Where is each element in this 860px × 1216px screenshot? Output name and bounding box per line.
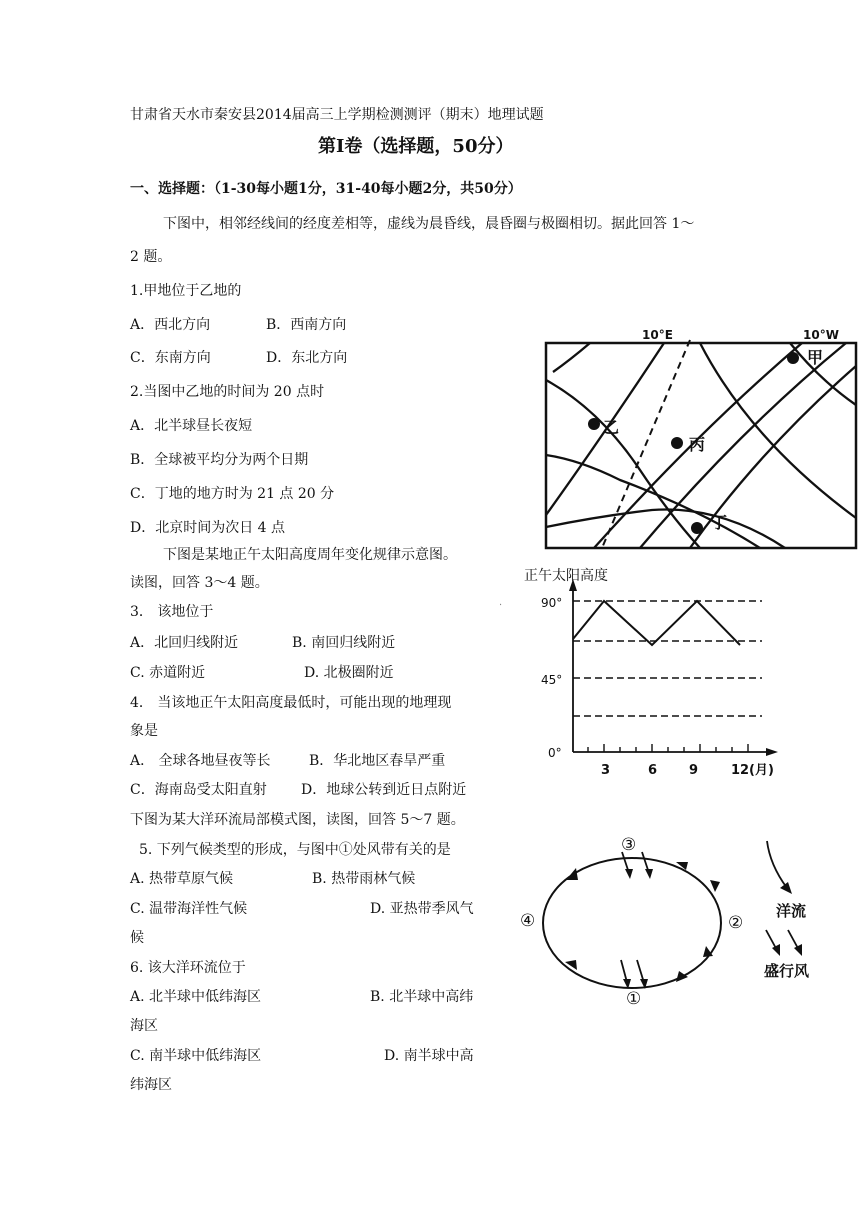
point-label-ding: 丁	[711, 513, 728, 532]
circulation-label-2: ②	[728, 913, 744, 933]
longitude-label-10w: 10°W	[803, 328, 839, 342]
legend-ocean-current: 洋流	[776, 902, 807, 920]
q1-stem: 1.甲地位于乙地的	[130, 283, 242, 299]
point-label-bing: 丙	[689, 435, 706, 454]
q4-stem-line-a: 4． 当该地正午太阳高度最低时，可能出现的地理现	[130, 695, 452, 711]
q1-option-c: C．东南方向	[130, 350, 211, 366]
part-title: 一、选择题：（1-30每小题1分，31-40每小题2分，共50分）	[130, 181, 522, 197]
intro-2-line-a: 下图是某地正午太阳高度周年变化规律示意图。	[163, 547, 457, 563]
section-title: 第Ⅰ卷（选择题，50分）	[318, 136, 514, 157]
q3-option-a: A．北回归线附近	[130, 635, 239, 651]
intro-1-line-a: 下图中，相邻经线间的经度差相等，虚线为晨昏线，晨昏圈与极圈相切。据此回答 1～	[163, 216, 695, 232]
q5-stem: 5. 下列气候类型的形成，与图中①处风带有关的是	[139, 842, 451, 858]
q5-option-d-line-a: D. 亚热带季风气	[370, 901, 474, 917]
q4-option-d: D．地球公转到近日点附近	[301, 782, 467, 798]
y-tick-90: 90°	[541, 596, 563, 610]
q4-option-a: A． 全球各地昼夜等长	[130, 753, 271, 769]
q3-option-c: C. 赤道附近	[130, 665, 206, 681]
q4-option-c: C．海南岛受太阳直射	[130, 782, 267, 798]
q3-option-d: D. 北极圈附近	[304, 665, 394, 681]
x-tick-3: 3	[601, 763, 611, 778]
q5-option-c: C. 温带海洋性气候	[130, 901, 248, 917]
x-tick-9: 9	[689, 763, 699, 778]
q6-option-b-line-a: B. 北半球中高纬	[370, 989, 474, 1005]
q5-option-b: B. 热带雨林气候	[312, 871, 416, 887]
q3-option-b: B. 南回归线附近	[292, 635, 396, 651]
q1-option-b: B．西南方向	[266, 317, 347, 333]
q2-stem: 2.当图中乙地的时间为 20 点时	[130, 384, 325, 400]
x-tick-12: 12	[731, 763, 750, 778]
circulation-label-1: ①	[626, 989, 642, 1009]
q2-option-d: D．北京时间为次日 4 点	[130, 520, 286, 536]
point-label-yi: 乙	[603, 418, 620, 437]
q2-option-a: A．北半球昼长夜短	[130, 418, 253, 434]
doc-title: 甘肃省天水市秦安县2014届高三上学期检测测评（期末）地理试题	[130, 107, 544, 123]
circulation-label-4: ④	[520, 911, 536, 931]
q1-option-d: D．东北方向	[266, 350, 348, 366]
q5-option-d-line-b: 候	[130, 930, 144, 946]
q4-option-b: B．华北地区春旱严重	[309, 753, 446, 769]
q6-option-a: A. 北半球中低纬海区	[130, 989, 262, 1005]
q6-stem: 6. 该大洋环流位于	[130, 960, 246, 976]
q4-stem-line-b: 象是	[130, 723, 158, 739]
x-axis-unit: (月)	[749, 763, 774, 778]
circulation-label-3: ③	[621, 835, 637, 855]
q3-stem: 3． 该地位于	[130, 604, 214, 620]
legend-prevailing-wind: 盛行风	[764, 962, 810, 980]
intro-2-line-b: 读图，回答 3～4 题。	[130, 575, 269, 591]
q1-option-a: A．西北方向	[130, 317, 211, 333]
x-tick-6: 6	[648, 763, 658, 778]
ocean-circulation-figure	[515, 830, 815, 1020]
q6-option-d-line-a: D. 南半球中高	[384, 1048, 474, 1064]
y-tick-45: 45°	[541, 673, 563, 687]
q6-option-d-line-b: 纬海区	[130, 1077, 172, 1093]
longitude-label-10e: 10°E	[642, 328, 673, 342]
q2-option-b: B．全球被平均分为两个日期	[130, 452, 309, 468]
q2-option-c: C．丁地的地方时为 21 点 20 分	[130, 486, 335, 502]
chart-y-axis-label: 正午太阳高度	[524, 568, 608, 584]
intro-1-line-b: 2 题。	[130, 249, 172, 265]
q6-option-b-line-b: 海区	[130, 1018, 158, 1034]
intro-3: 下图为某大洋环流局部模式图，读图，回答 5～7 题。	[130, 812, 465, 828]
q5-option-a: A. 热带草原气候	[130, 871, 234, 887]
point-label-jia: 甲	[807, 348, 824, 367]
q6-option-c: C. 南半球中低纬海区	[130, 1048, 262, 1064]
y-tick-0: 0°	[548, 746, 562, 760]
